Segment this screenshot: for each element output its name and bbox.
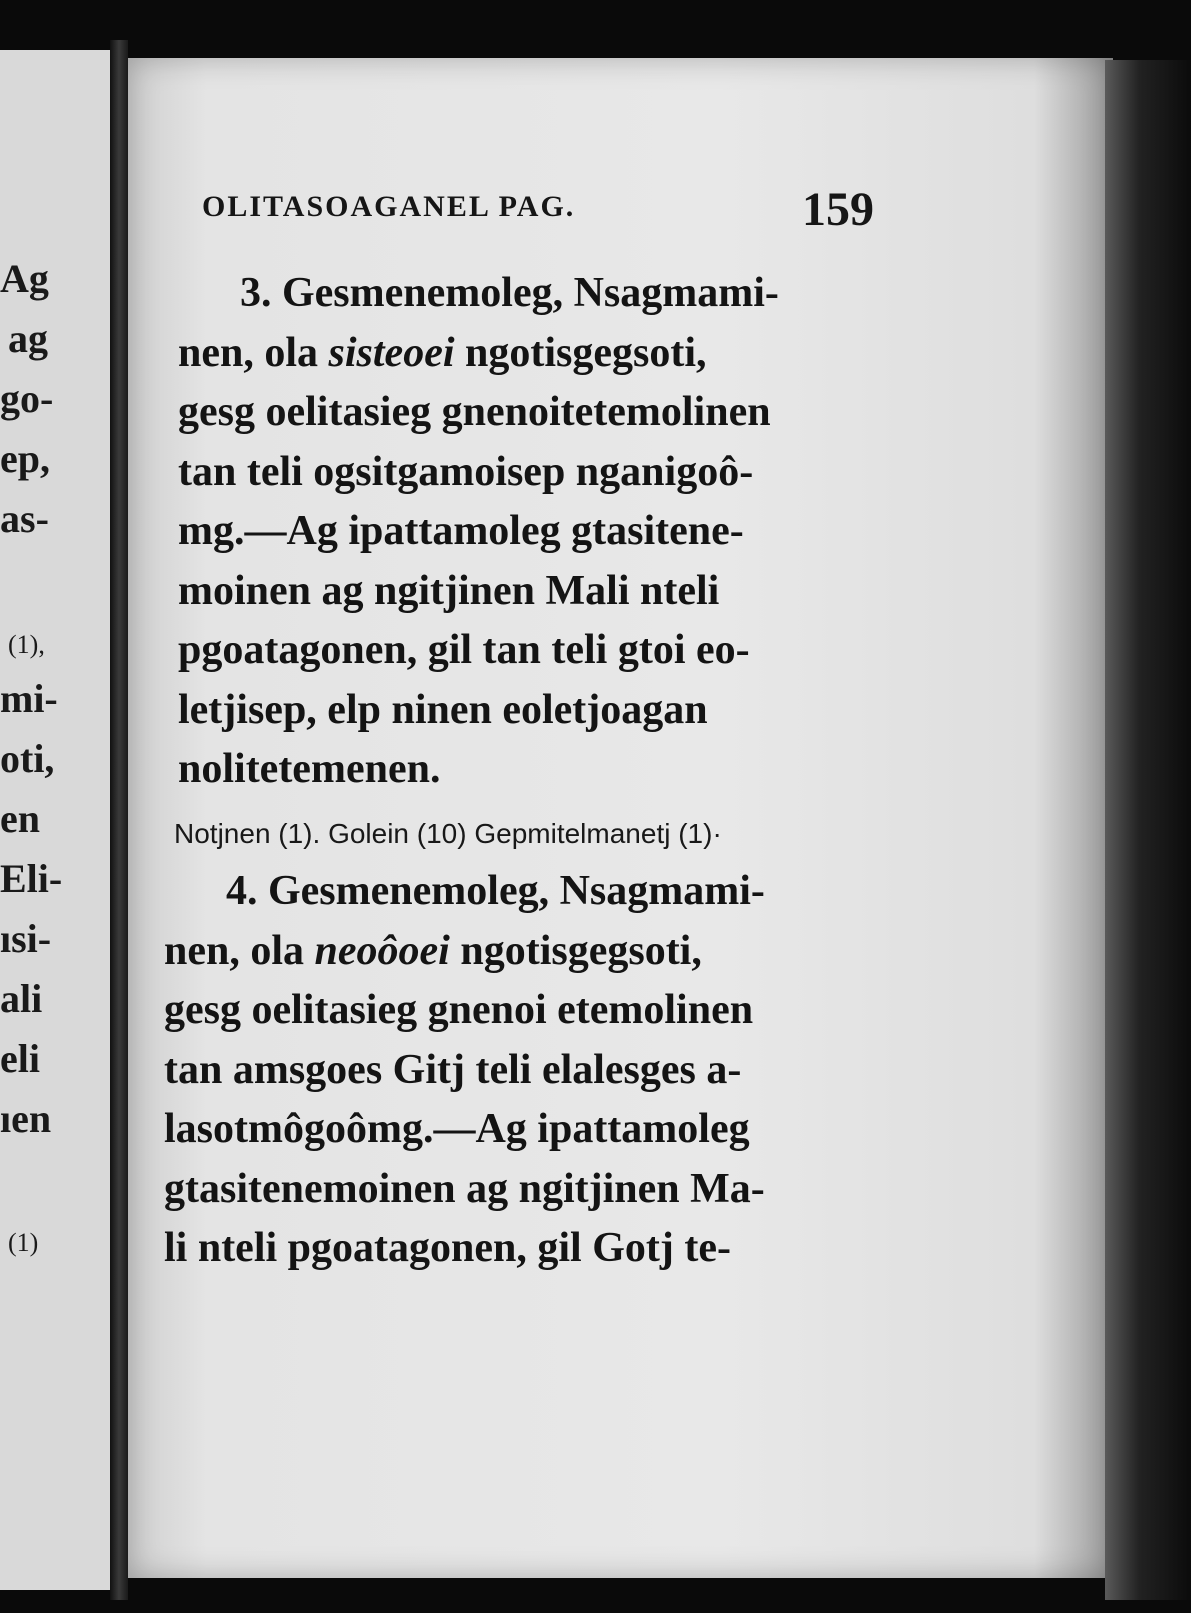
left-text-fragment: as- (0, 496, 49, 541)
text-line: nen, ola neoôoei ngotisgegsoti, (164, 927, 702, 974)
text-line: nen, ola sisteoei ngotisgegsoti, (178, 329, 707, 376)
left-text-fragment: ısi- (0, 916, 52, 961)
book-spine-gutter (110, 40, 128, 1600)
paragraph-4 (164, 862, 844, 1279)
page-right-edge (1105, 60, 1191, 1600)
text-line: mg.—Ag ipattamoleg gtasitene- (178, 508, 744, 554)
left-text-fragment: ıen (0, 1096, 52, 1141)
left-text-fragment: oti, (0, 736, 55, 781)
left-text-fragment: eli (0, 1036, 40, 1081)
text-line: 4. Gesmenemoleg, Nsagmami- (226, 868, 765, 914)
text-line: nolitetemenen. (178, 746, 441, 792)
left-text-fragment: mi- (0, 676, 58, 721)
text-line: pgoatagonen, gil tan teli gtoi eo- (178, 627, 750, 673)
text-line: gesg oelitasieg gnenoi etemolinen (164, 987, 754, 1033)
left-text-fragment: ep, (0, 436, 50, 481)
text-line: lasotmôgoômg.—Ag ipattamoleg (164, 1106, 750, 1152)
left-facing-page (0, 50, 110, 1590)
left-text-fragment: en (0, 796, 40, 841)
left-text-fragment: ali (0, 976, 43, 1021)
text-line: gtasitenemoinen ag ngitjinen Ma- (164, 1165, 765, 1212)
left-text-fragment: ag (8, 316, 48, 361)
left-text-fragment: Ag (0, 256, 49, 301)
page-number: 159 (802, 183, 874, 236)
text-line: moinen ag ngitjinen Mali nteli (178, 567, 720, 614)
paragraph-3 (178, 264, 864, 800)
text-line: tan teli ogsitgamoisep nganigoô- (178, 448, 754, 495)
left-text-fragment: (1) (8, 1228, 39, 1257)
text-line: gesg oelitasieg gnenoitetemolinen (178, 389, 771, 435)
running-head: OLITASOAGANEL PAG. (202, 190, 576, 223)
italic-word: sisteoei (328, 329, 455, 376)
left-text-fragment: go- (0, 376, 54, 421)
left-text-fragment: (1), (8, 630, 45, 659)
text-line: 3. Gesmenemoleg, Nsagmami- (240, 270, 779, 316)
text-line: letjisep, elp ninen eoletjoagan (178, 686, 708, 733)
text-line: tan amsgoes Gitj teli elalesges a- (164, 1046, 742, 1093)
italic-word: neoôoei (314, 927, 450, 974)
left-text-fragment: Eli- (0, 856, 63, 901)
text-line: li nteli pgoatagonen, gil Gotj te- (164, 1225, 731, 1271)
footnote-line: Notjnen (1). Golein (10) Gepmitelmanetj (1)· (174, 818, 722, 849)
